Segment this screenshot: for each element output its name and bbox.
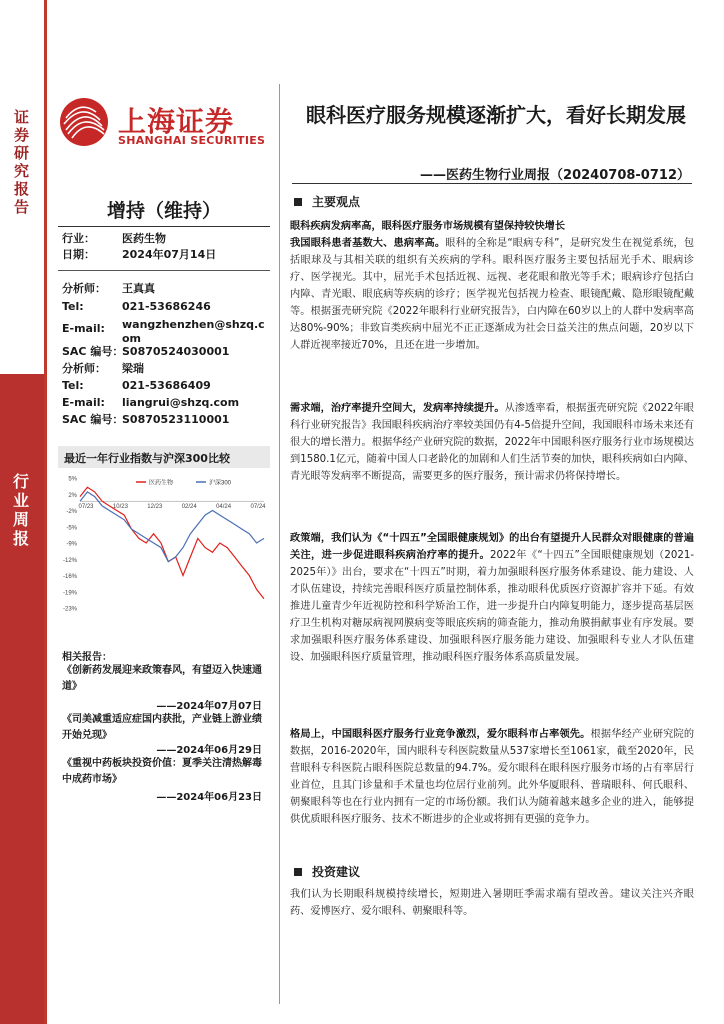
email2-value[interactable]: liangrui@shzq.com [122,396,240,409]
paragraph-1-heading: 眼科疾病发病率高，眼科医疗服务市场规模有望保持较快增长 [290,221,566,232]
industry-label: 行业： [62,232,95,245]
chart-title-bar [58,446,270,468]
analyst2-value: 梁瑞 [122,362,144,375]
email1-value[interactable]: wangzhenzhen@shzq.com [122,318,265,345]
paragraph-3-heading: 政策端，我们认为《“十四五”全国眼健康规划》的出台有望提升人民群众对眼健康的普遍关注，进一步促进眼科疾病治疗率的提升。 [290,533,694,561]
rating: 增持（维持） [106,200,221,222]
section-investment-title: 投资建议 [312,865,361,879]
tel1-label: Tel: [62,300,84,313]
x-tick-label: 02/24 [181,504,197,511]
industry-value: 医药生物 [122,232,166,245]
legend-label: 医药生物 [149,480,174,487]
series-line [80,492,264,562]
related-report-title[interactable]: 《创新药发展迎来政策春风，有望迈入快速通道》 [62,665,262,692]
y-tick-label: 5% [68,476,77,483]
logo-text-cn: 上海证券 [118,105,235,138]
paragraph-1-body: 我国眼科患者基数大、患病率高。眼科的全称是“眼病专科”，是研究发生在视觉系统，包括眼球及与其相关联的组织有关疾病的学科。眼科医疗服务主要包括屈光手术、眼病诊疗、医学视光。其中，屈光手术包括近视、远视、老花眼和散光等手术；眼病诊疗包括白内障、青光眼、眼底病等疾病的诊疗；医学视光包括视力检查、眼镜配戴、隐形眼镜配戴等。根据蛋壳研究院《2022年眼科行业研究报告》，白内障在60岁以上的人群中发病率高达80%-90%；非致盲类疾病中屈光不正正逐渐成为社会日益关注的焦点问题，20岁以下人群近视率接近70%，且还在进一步增加。 [290,238,695,351]
rating-rule [58,226,270,227]
related-report-title[interactable]: 《重视中药板块投资价值：夏季关注清热解毒中成药市场》 [62,758,262,785]
tel2-value: 021-53686409 [122,379,211,392]
paragraph-1 [290,218,694,354]
sac2-value: S0870523110001 [122,413,230,426]
related-report-date: ——2024年06月29日 [156,745,262,756]
y-tick-label: -5% [66,525,77,532]
logo-mark-icon [58,96,110,148]
sidebar-top-label: 证券研究报告 [14,108,30,216]
related-report-title[interactable]: 《司美减重适应症国内获批，产业链上游业绩开始兑现》 [62,714,262,741]
sidebar-rule [44,0,47,1024]
sidebar-bottom [0,374,44,1024]
legend-label: 沪深300 [209,480,232,487]
y-tick-label: -16% [62,574,77,580]
y-tick-label: 2% [68,492,77,499]
paragraph-5-body: 我们认为长期眼科规模持续增长，短期进入暑期旺季需求端有望改善。建议关注兴齐眼药、爱博医疗、爱尔眼科、朝聚眼科等。 [290,889,694,917]
series-line [80,487,264,598]
related-report-date: ——2024年06月23日 [156,792,262,803]
related-reports-heading: 相关报告： [62,652,112,663]
sidebar-top [0,0,44,374]
email2-label: E-mail: [62,396,105,409]
x-tick-label: 04/24 [216,504,232,511]
date-value: 2024年07月14日 [122,248,217,261]
sidebar-bottom-label: 行业周报 [13,472,30,548]
section-investment [294,863,360,880]
chart-title: 最近一年行业指数与沪深300比较 [64,452,230,465]
paragraph-2 [290,400,694,485]
tel1-value: 021-53686246 [122,300,211,313]
report-title: 眼科医疗服务规模逐渐扩大，看好长期发展 [306,103,686,127]
section-main-points [294,193,360,210]
sac1-value: S0870524030001 [122,345,230,358]
paragraph-5 [290,886,694,920]
paragraph-3 [290,530,694,666]
section-marker-icon [294,868,302,876]
info-rule [58,270,270,271]
analyst1-value: 王真真 [122,282,155,295]
paragraph-2-body: 从渗透率看，根据蛋壳研究院《2022年眼科行业研究报告》我国眼科疾病治疗率较美国仍有4-5倍提升空间，我国眼科市场未来还有很大的增长潜力。根据华经产业研究院的数据，2022年中国眼科医疗服务行业市场规模达到1580.1亿元，随着中国人口老龄化的加剧和人们生活节奏的加快，眼科疾病如白内障、青光眼等发病率不断提高，需要更多的医疗服务，预计需求仍将保持增长。 [290,403,694,482]
paragraph-4 [290,726,694,828]
paragraph-3-body: 2022年《“十四五”全国眼健康规划（2021-2025年）》出台，要求在“十四五”时期，着力加强眼科医疗服务体系建设、能力建设、人才队伍建设，持续完善眼科医疗质量控制体系，推动眼科优质医疗资源扩容并下延。有效推进儿童青少年近视防控和科学矫治工作，进一步提升白内障复明能力，逐步提高基层医疗卫生机构对糖尿病视网膜病变等眼底疾病的筛查能力，推动角膜捐献事业有序发展。要求加强眼科医疗服务体系建设、加强眼科医疗服务能力建设、加强眼科专业人才队伍建设、加强眼科医疗质量管理，推动眼科医疗服务体系高质量发展。 [290,550,694,663]
x-tick-label: 12/23 [147,504,163,511]
y-tick-label: -9% [66,541,77,548]
analyst2-label: 分析师： [62,362,106,375]
x-tick-label: 10/23 [112,504,128,511]
title-rule [292,183,692,184]
index-comparison-chart [58,470,270,612]
section-main-points-title: 主要观点 [312,195,361,209]
section-marker-icon [294,198,302,206]
analyst1-label: 分析师： [62,282,106,295]
y-tick-label: -23% [62,606,77,612]
paragraph-4-body: 根据华经产业研究院的数据，2016-2020年，国内眼科专科医院数量从537家增长至1061家，截至2020年，民营眼科专科医院占眼科医院总数量的94.7%。爱尔眼科在眼科医疗服务市场的占有率居行业首位，且其门诊量和手术量也均位居行业前列。此外华厦眼科、普瑞眼科、何氏眼科、朝聚眼科等也在行业内拥有一定的市场份额。我们认为随着越来越多企业的进入，能够提供优质眼科医疗服务、技术不断进步的企业或将拥有更强的竞争力。 [290,729,695,825]
sac1-label: SAC 编号： [62,345,124,358]
y-tick-label: -12% [62,557,77,564]
sac2-label: SAC 编号： [62,413,124,426]
logo-text-en: SHANGHAI SECURITIES [118,134,266,147]
paragraph-4-heading: 格局上，中国眼科医疗服务行业竞争激烈，爱尔眼科市占率领先。 [290,729,591,740]
y-tick-label: -19% [62,590,77,597]
x-tick-label: 07/23 [78,504,94,511]
y-tick-label: -2% [66,509,77,515]
related-report-date: ——2024年07月07日 [156,701,262,712]
tel2-label: Tel: [62,379,84,392]
email1-label: E-mail: [62,322,105,335]
column-divider [279,84,280,1004]
date-label: 日期： [62,248,95,261]
report-subtitle: ——医药生物行业周报（20240708-0712） [420,168,690,183]
paragraph-2-heading: 需求端，治疗率提升空间大，发病率持续提升。 [290,403,505,414]
x-tick-label: 07/24 [250,504,266,511]
